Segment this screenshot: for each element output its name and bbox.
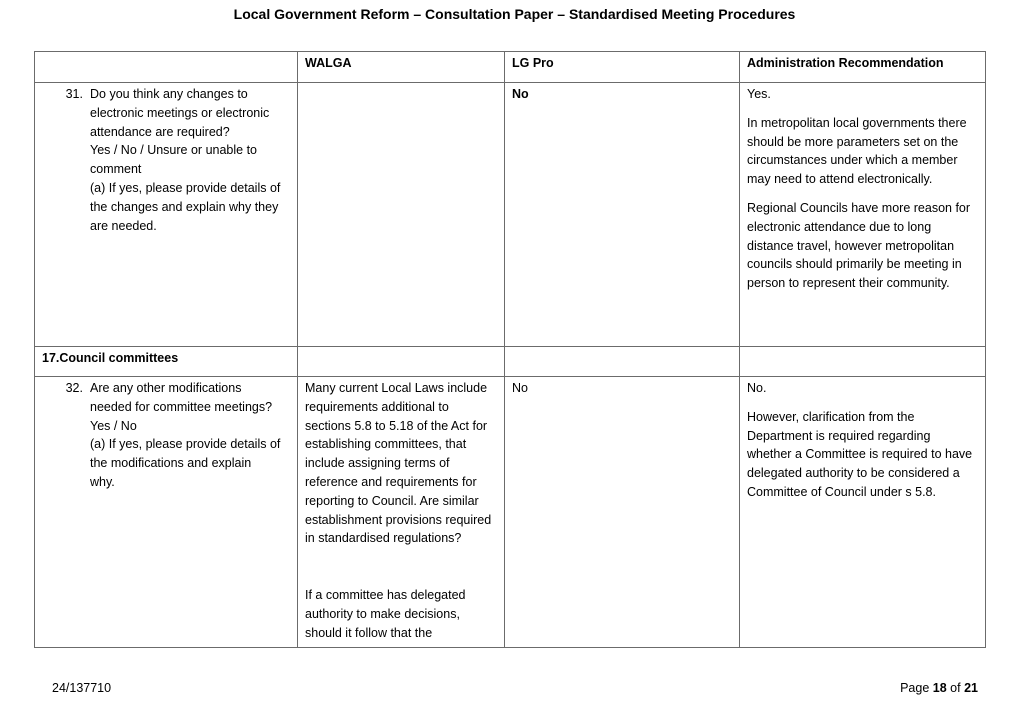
- walga-cell-31: [298, 83, 505, 347]
- admin-paragraph: Regional Councils have more reason for electronic attendance due to long distance travel, however metropolitan councils should primarily be meeting in person to represent their community.: [747, 200, 971, 291]
- admin-cell-31: [740, 83, 986, 347]
- table-header-row: [35, 52, 986, 83]
- admin-paragraph: No.: [747, 381, 767, 395]
- question-cell-31: [35, 83, 298, 347]
- header-cell-walga: WALGA: [298, 52, 505, 83]
- section-row-17: [35, 347, 986, 377]
- page-title: Local Government Reform – Consultation Paper – Standardised Meeting Procedures: [233, 6, 796, 22]
- section-title: 17.Council committees: [35, 347, 298, 377]
- question-text: Do you think any changes to electronic meetings or electronic attendance are required? Yes / No / Unsure or unable to comment (a) If yes, please provide details of the changes and explain why they are needed.: [90, 87, 281, 233]
- header-cell-question: [35, 52, 298, 83]
- lgpro-cell-32: No: [505, 377, 740, 648]
- question-number: 31.: [65, 87, 83, 101]
- question-number: 32.: [65, 381, 83, 395]
- table-row-q31: [35, 83, 986, 347]
- consultation-table: [34, 51, 986, 648]
- empty-cell: [505, 347, 740, 377]
- empty-cell: [740, 347, 986, 377]
- admin-paragraph: In metropolitan local governments there should be more parameters set on the circumstances under which a member may need to attend electronically.: [747, 115, 967, 187]
- document-number: 24/137710: [52, 681, 112, 695]
- lgpro-cell-31: No: [505, 83, 740, 347]
- page-number: Page 18 of 21: [900, 681, 978, 695]
- header-cell-admin: Administration Recommendation: [740, 52, 986, 83]
- question-cell-32: [35, 377, 298, 648]
- empty-cell: [298, 347, 505, 377]
- header-cell-lgpro: LG Pro: [505, 52, 740, 83]
- walga-paragraph: Many current Local Laws include requirements additional to sections 5.8 to 5.18 of the Act for establishing committees, that include assigning terms of reference and requirements for reporting to Council. Are similar establishment provisions required in standardised regulations?: [305, 381, 492, 546]
- question-text: Are any other modifications needed for committee meetings? Yes / No (a) If yes, please provide details of the modifications and explain why.: [90, 381, 281, 489]
- walga-cell-32: [298, 377, 505, 648]
- table-row-q32: [35, 377, 986, 648]
- admin-paragraph: Yes.: [747, 87, 771, 101]
- admin-paragraph: However, clarification from the Department is required regarding whether a Committee is required to have delegated authority to be considered a Committee of Council under s 5.8.: [747, 409, 973, 499]
- admin-cell-32: [740, 377, 986, 648]
- walga-paragraph: If a committee has delegated authority to make decisions, should it follow that the: [305, 588, 466, 640]
